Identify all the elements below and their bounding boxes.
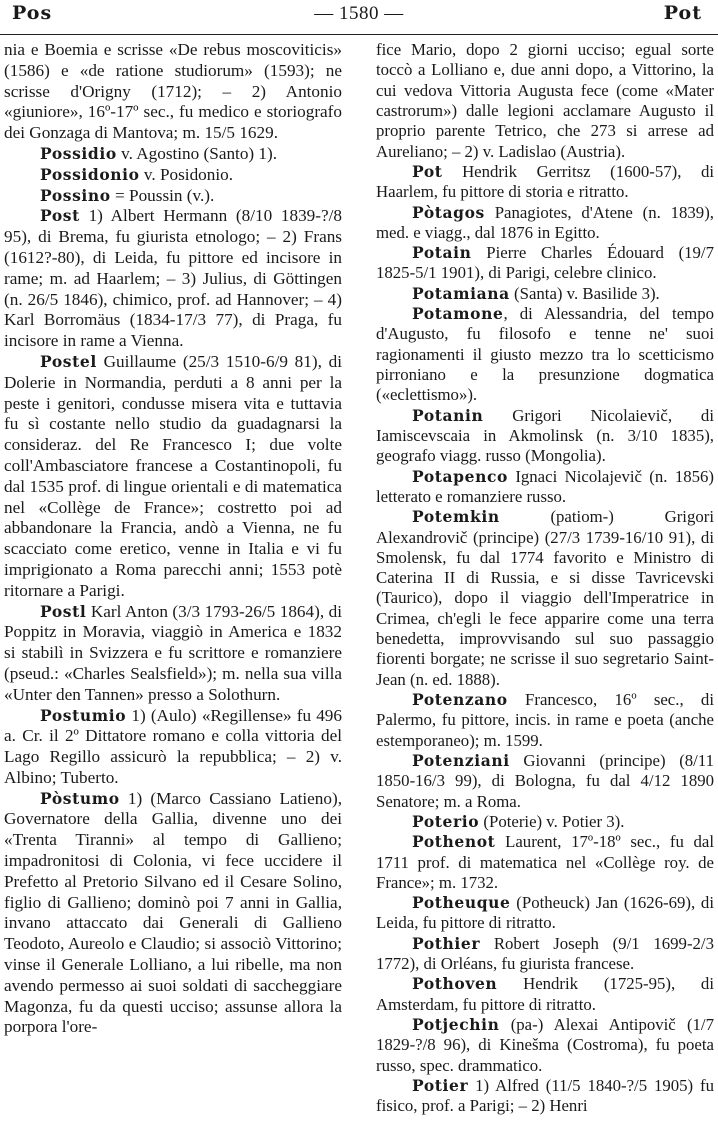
entry-headword: Potenziani [412, 750, 510, 770]
right-column [376, 40, 714, 1117]
entry-headword: Possidonio [40, 164, 140, 184]
entry: Possidio v. Agostino (Santo) 1). [40, 143, 278, 163]
entry: Postl Karl Anton (3/3 1793-26/5 1864), di Poppitz in Moravia, viaggiò in America e 1832 si stabilì in Svizzera e fu scrittore e romanziere (pseud.: «Charles Sealsfield»); m. nella sua villa «Unter den Tannen» presso a Solothurn. [4, 601, 342, 704]
entry: Potanin Grigori Nicolaievič, di Iamiscevscaia in Akmolinsk (n. 3/10 1835), geografo viagg. russo (Mongolia). [376, 405, 714, 466]
running-head-right: Pot [663, 2, 702, 24]
running-head-left: Pos [12, 2, 53, 24]
entry-headword: Postumio [40, 705, 127, 725]
entry-headword: Pòstumo [40, 788, 120, 808]
entry: Potheuque (Potheuck) Jan (1626-69), di Leida, fu pittore di ritratto. [376, 893, 714, 933]
entry-headword: Postl [40, 601, 87, 621]
page-header [0, 2, 718, 28]
entry-headword: Potenzano [412, 690, 508, 709]
entry: Possino = Poussin (v.). [40, 185, 215, 205]
page-number: — 1580 — [314, 3, 404, 24]
entry: Poterio (Poterie) v. Potier 3). [412, 811, 625, 831]
header-rule [0, 34, 718, 35]
entry-headword: Potemkin [412, 507, 500, 527]
entry-headword: Potier [412, 1075, 469, 1095]
entry-headword: Potamiana [412, 283, 510, 303]
entry: Pothier Robert Joseph (9/1 1699-2/3 1772), di Orléans, fu giurista francese. [376, 933, 714, 974]
entry: Pothenot Laurent, 17º-18º sec., fu dal 1711 prof. di matematica nel «Collège roy. de France»; m. 1732. [376, 832, 714, 892]
entry-headword: Possidio [40, 143, 117, 163]
entry-headword: Poterio [412, 811, 480, 831]
entry-headword: Potheuque [412, 893, 511, 913]
entry: fice Mario, dopo 2 giorni ucciso; egual sorte toccò a Lolliano e, due anni dopo, a Vittorino, la cui vedova Vittoria Augusta fece (come «Mater castrorum») dalle legioni acclamare Augusto il proprio parente Tetrico, che 273 si arrese ad Aureliano; – 2) v. Ladislao (Austria). [376, 40, 714, 161]
entry: Possidonio v. Posidonio. [40, 164, 234, 184]
left-column [4, 40, 342, 1038]
entry: Potapenco Ignaci Nicolajevič (n. 1856) letterato e romanziere russo. [376, 466, 714, 506]
entry-headword: Potjechin [412, 1015, 500, 1034]
entry: Potenziani Giovanni (principe) (8/11 1850-16/3 99), di Bologna, fu dal 4/12 1890 Senatore; m. a Roma. [376, 750, 714, 811]
entry: Potenzano Francesco, 16º sec., di Palermo, fu pittore, incis. in rame e poeta (anche estemporaneo); m. 1599. [376, 690, 714, 750]
entry: Potjechin (pa-) Alexai Antipovič (1/7 1829-?/8 96), di Kinešma (Costroma), fu poeta russo, spec. drammatico. [376, 1015, 714, 1075]
entry: Potamiana (Santa) v. Basilide 3). [412, 283, 660, 303]
entry: nia e Boemia e scrisse «De rebus moscoviticis» (1586) e «de ratione studiorum» (1593); ne scrisse d'Origny (1712); – 2) Antonio «giuniore», 16º-17º sec., fu medico e storiografo dei Gonzaga di Mantova; m. 15/5 1629. [4, 40, 342, 143]
entry: Postumio 1) (Aulo) «Regillense» fu 496 a. Cr. il 2º Dittatore romano e colla vittoria del Lago Regillo assicurò la repubblica; – 2) v. Albino; Tuberto. [4, 705, 342, 787]
entry: Post 1) Albert Hermann (8/10 1839-?/8 95), di Brema, fu giurista etnologo; – 2) Frans (1612?-80), di Leida, fu pittore ed incisore in rame; m. ad Haarlem; – 3) Julius, di Göttingen (n. 26/5 1846), chimico, prof. ad Hannover; – 4) Karl Borromäus (1834-17/3 77), di Praga, fu incisore in rame a Vienna. [4, 206, 342, 351]
entry: Pòstumo 1) (Marco Cassiano Latieno), Governatore della Gallia, divenne uno dei «Trenta Tiranni» al tempo di Gallieno; impadronitosi di Colonia, vi fece uccidere il Prefetto al Pretorio Silvano ed il Cesare Solino, figlio di Gallieno; dominò poi 7 anni in Gallia, invano attaccato dai Generali di Gallieno Teodoto, Aureolo e Claudio; si associò Vittorino; vinse il Generale Lolliano, a lui ribelle, ma non avendo permesso ai suoi soldati di saccheggiare Magonza, fu da questi ucciso; assunse allora la porpora l'ore- [4, 788, 342, 1037]
entry-headword: Post [40, 206, 80, 226]
entry: Potamone, di Alessandria, del tempo d'Augusto, fu filosofo e tenne ne' suoi ragionamenti il giusto mezzo tra lo scetticismo pirroniano e la presunzione dogmatica («eclettismo»). [376, 304, 714, 405]
entry-headword: Pothier [412, 933, 481, 953]
entry: Pòtagos Panagiotes, d'Atene (n. 1839), med. e viagg., dal 1876 in Egitto. [376, 202, 714, 242]
entry: Postel Guillaume (25/3 1510-6/9 81), di Dolerie in Normandia, perduti a 8 anni per la peste i genitori, condusse misera vita e tuttavia fu sì costante nello studio da guadagnarsi la consideraz. del Re Francesco I; due volte coll'Ambasciatore francese a Costantinopoli, fu dal 1535 prof. di lingue orientali e di matematica nel «Collège de France»; costretto poi ad abbandonare la Francia, andò a Vienna, ne fu scacciato come eretico, venne in Italia e vi fu imprigionato a Roma parecchi anni; 1553 potè ritornare a Parigi. [4, 351, 342, 600]
entry-headword: Potapenco [412, 466, 508, 486]
entry-headword: Potain [412, 243, 472, 263]
entry-headword: Pot [412, 161, 443, 181]
entry-headword: Pothenot [412, 832, 496, 852]
entry-headword: Pòtagos [412, 202, 485, 222]
entry: Potier 1) Alfred (11/5 1840-?/5 1905) fu fisico, prof. a Parigi; – 2) Henri [376, 1075, 714, 1116]
entry-headword: Potamone [412, 304, 504, 324]
entry-headword: Potanin [412, 405, 484, 425]
entry: Potemkin (patiom-) Grigori Alexandrovič (principe) (27/3 1739-16/10 91), di Smolensk, fu dal 1774 favorito e Ministro di Caterina II di Russia, e si disse Tavricevski (Taurico), dopo il viaggio dell'Imperatrice in Crimea, ch'egli le fece apparire come una terra benedetta, improvvisando sul suo passaggio fiorenti borgate; ne scrisse il suo segretario Saint-Jean (n. ed. 1888). [376, 507, 714, 689]
entry: Pothoven Hendrik (1725-95), di Amsterdam, fu pittore di ritratto. [376, 974, 714, 1014]
entry: Pot Hendrik Gerritsz (1600-57), di Haarlem, fu pittore di storia e ritratto. [376, 161, 714, 202]
entry-headword: Pothoven [412, 974, 498, 994]
entry-headword: Postel [40, 351, 97, 371]
entry-headword: Possino [40, 185, 111, 205]
entry: Potain Pierre Charles Édouard (19/7 1825-5/1 1901), di Parigi, celebre clinico. [376, 243, 714, 283]
